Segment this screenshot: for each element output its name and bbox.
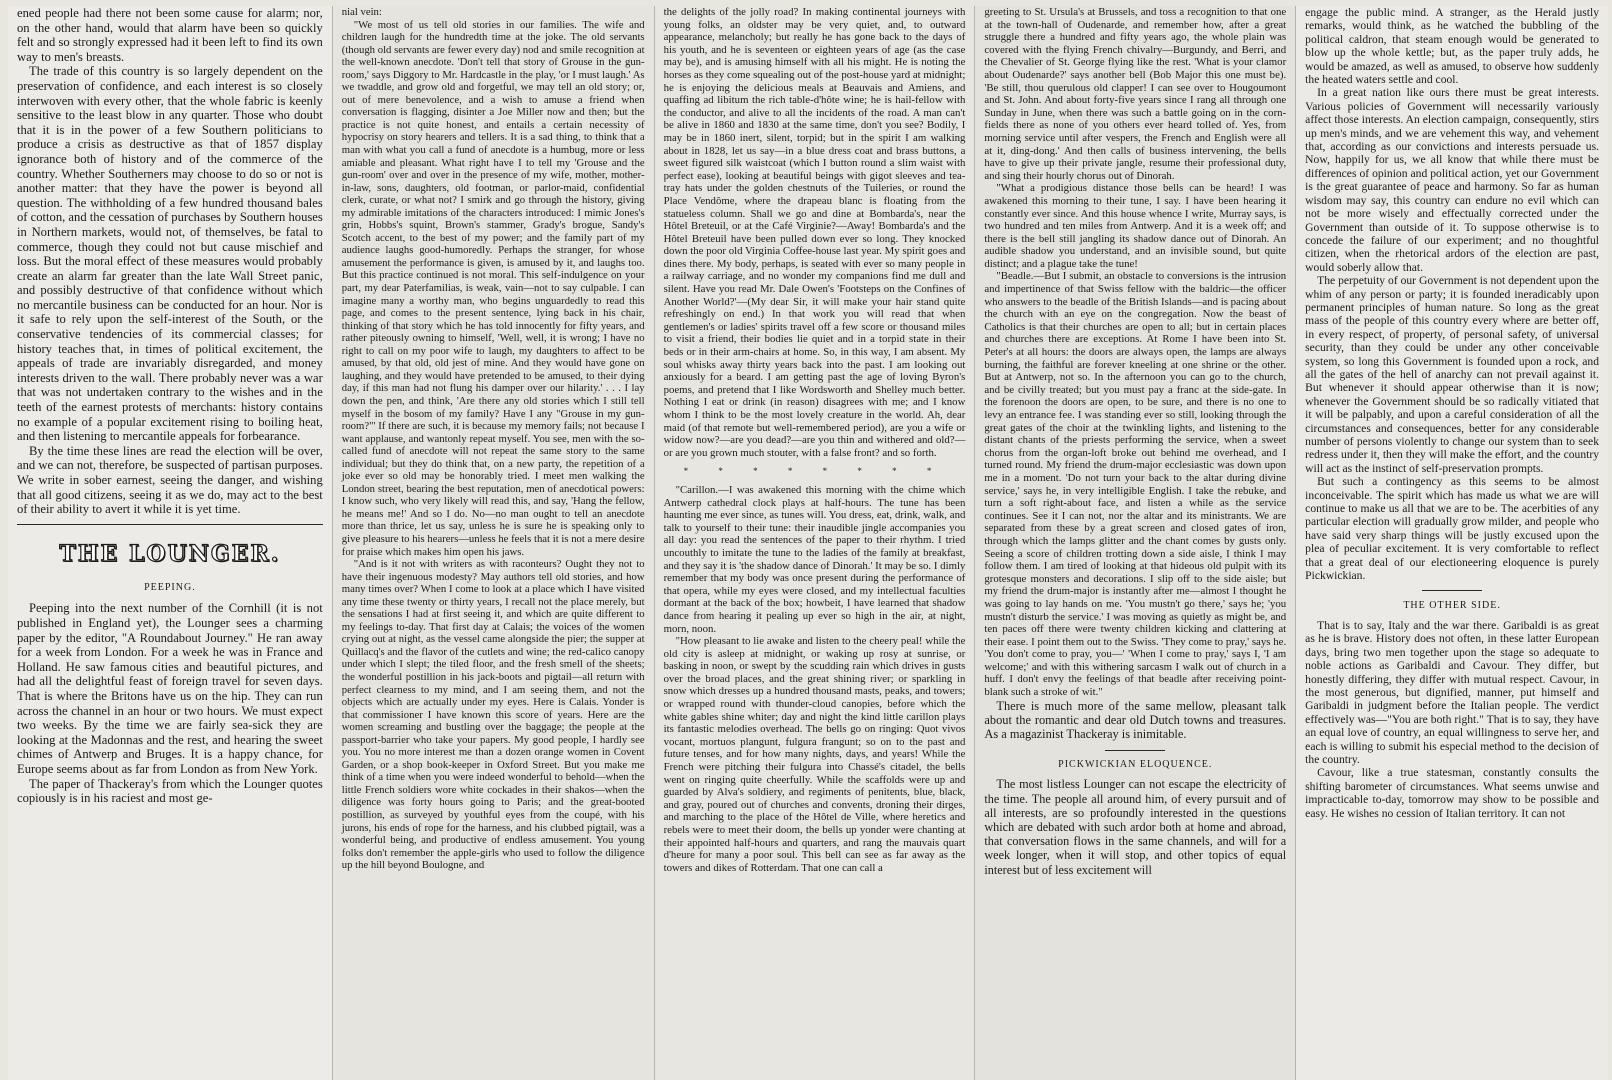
paragraph: the delights of the jolly road? In making continental journeys with young folks, an oldster may be very quiet, and, to outward appearance, melancholy; but really he has gone back to the days of his youth, and he is seventeen or eighteen years of age (as the case may be), and is amusing himself with all his might. He is noting the horses as they come squealing out of the post-house yard at midnight; he is enjoying the delicious meals at Beauvais and Amiens, and quaffing ad libitum the rich table-d'hôte wine; he is hail-fellow with the conductor, and alive to all the incidents of the road. A man can't be alive in 1860 and 1830 at the same time, don't you see? Bodily, I may be in 1860 inert, silent, torpid; but in the spirit I am walking about in 1828, let us say—in a blue dress coat and brass buttons, a sweet figured silk waistcoat (which I button round a slim waist with perfect ease), looking at beautiful beings with gigot sleeves and tea-tray hats under the golden chestnuts of the Tuileries, or round the Place Vendôme, where the drapeau blanc is floating from the statueless column. Shall we go and dine at Bombarda's, near the Hôtel Breteuil, or at the Café Virginie?—Away! Bombarda's and the Hôtel Breteuil have been pulled down ever so long. They knocked down the poor old Virginia Coffee-house last year. My spirit goes and dines there. My body, perhaps, is seated with ever so many people in a railway carriage, and no wonder my companions find me dull and silent. Have you read Mr. Dale Owen's 'Footsteps on the Confines of Another World?'—(My dear Sir, it will make your hair stand quite refreshingly on end.) In that work you will read that when gentlemen's or ladies' spirits travel off a few score or thousand miles to visit a friend, their bodies lie quiet and in a torpid state in their beds or in their arm-chairs at home. So, in this way, I am absent. My soul whisks away thirty years back into the past. I am looking out anxiously for a beard. I am getting past the age of loving Byron's poems, and pretend that I like Wordsworth and Shelley much better. Nothing I eat or drink (in reason) disagrees with me; and I know whom I think to be the most lovely creature in the world. Ah, dear maid (of that remote but well-remembered period), are you a wife or widow now?—are you dead?—are you thin and withered and old?—or are you grown much stouter, with a false front? and so forth. [663,6,966,459]
paragraph: Cavour, like a true statesman, constantly consults the shifting barometer of circumstances. What seems unwise and impracticable to-day, tomorrow may show to be possible and easy. He wishes no cession of Italian territory. It can not [1305,766,1599,820]
paragraph: "What a prodigious distance those bells can be heard! I was awakened this morning to their tune, I say. I have been hearing it constantly ever since. And this house whence I write, Murray says, is two hundred and ten miles from Antwerp. And it is a week off; and there is the bell still jangling its shadow dance out of Dinorah. An audible shadow you understand, and an invisible sound, but quite distinct; and a plague take the tune! [984,182,1287,270]
column-5 [1295,6,1608,1080]
asterism-divider: * * * * * * * * [683,466,946,477]
section-divider [1105,750,1165,751]
paragraph: engage the public mind. A stranger, as the Herald justly remarks, would think, as he watched the bubbling of the political caldron, that steam enough would be generated to blow up the whole kettle; but, as the paper truly adds, he would be amazed, as well as amused, to observe how suddenly the heated waters settle and cool. [1305,6,1599,87]
paragraph: "Beadle.—But I submit, an obstacle to conversions is the intrusion and impertinence of that Swiss fellow with the baldric—the officer who answers to the beadle of the British Islands—and is pacing about the church with an eye on the congregation. Now the beast of Catholics is that their churches are open to all; but in certain places and churches there are exceptions. At Rome I have been into St. Peter's at all hours: the doors are always open, the lamps are always burning, the faithful are forever kneeling at one shrine or the other. But at Antwerp, not so. In the afternoon you can go to the church, and be civilly treated; but you must pay a franc at the side-gate. In the forenoon the doors are open, to be sure, and there is no one to levy an entrance fee. I was standing ever so still, looking through the great gates of the choir at the twinkling lights, and listening to the distant chants of the priests performing the service, when a sweet chorus from the organ-loft broke out behind me overhead, and I turned round. My friend the drum-major ecclesiastic was down upon me in a moment. 'Do not turn your back to the altar during divine service,' says he, in very intelligible English. I take the rebuke, and turn a soft right-about face, and listen a while as the service continues. See it I can not, nor the altar and its ministrants. We are separated from these by a great screen and closed gates of iron, through which the lamps glitter and the chant comes by gusts only. Seeing a score of children trotting down a side aisle, I think I may follow them. I am tired of looking at that hideous old pulpit with its grotesque monsters and decorations. I slip off to the side aisle; but my friend the drum-major is instantly after me—almost I thought he was going to lay hands on me. 'You mustn't go there,' says he; 'you mustn't disturb the service.' I was moving as quietly as might be, and ten paces off there were twenty children kicking and clattering at their ease. I point them out to the Swiss. 'They come to pray,' says he. 'You don't come to pray, you—' 'When I come to pray,' says I, 'I am welcome;' and with this withering sarcasm I walk out of church in a huff. I don't envy the feelings of that beadle after receiving point-blank such a stroke of wit." [984,270,1287,699]
paragraph: That is to say, Italy and the war there. Garibaldi is as great as he is brave. History does not often, in these latter European days, bring two men together upon the stage so adequate to noble actions as Garibaldi and Cavour. They differ, but honestly differing, they differ with mutual respect. Cavour, in the most generous, but dignified, manner, put himself and Garibaldi in judgment before the Italian people. The verdict effectively was—"You are both right." That is to say, they have an equal love of country, an equal willingness to serve her, and each is willing to submit his especial method to the decision of the country. [1305,618,1599,766]
section-divider [17,524,323,525]
column-4 [974,6,1295,1080]
paragraph: The perpetuity of our Government is not dependent upon the whim of any person or party; it is founded ineradicably upon permanent principles of human nature. So long as the great mass of the people of this country every where are better off, in every respect, of property, of personal safety, of universal security, than they could be under any other conceivable system, so long this Government is founded upon a rock, and all the gates of the hell of anarchy can not prevail against it. But whenever it should appear otherwise than it is now; whenever the Government should be so radically vitiated that it will be palpably, and upon a careful consideration of all the circumstances and consequences, better for any considerable number of persons violently to change our system than to seek redress under it, then they will make the effort, and the country will act as the instinct of self-preservation prompts. [1305,274,1599,475]
paragraph: But such a contingency as this seems to be almost inconceivable. The spirit which has made us what we are will continue to make us all that we are to be. The acerbities of any particular election will gradually grow milder, and people who have said very sharp things will be justly excused upon the plea of peculiar excitement. It is very comfortable to reflect that a great deal of our electioneering eloquence is purely Pickwickian. [1305,475,1599,583]
article-heading-peeping: PEEPING. [144,581,196,593]
article-heading-the-other-side: THE OTHER SIDE. [1403,600,1501,612]
lounger-masthead: THE LOUNGER. [59,540,281,567]
paragraph: The paper of Thackeray's from which the Lounger quotes copiously is in his raciest and most ge- [17,776,323,806]
column-2 [332,6,654,1080]
paragraph: In a great nation like ours there must be great interests. Various policies of Government will necessarily variously affect those interests. An election campaign, consequently, stirs up men's minds, and we are vehement this way, and vehement that, according as our convictions and interests persuade us. Now, happily for us, we all know that while there must be differences of opinion and political action, yet our Government is the great guarantee of peace and harmony. So far as human wisdom may say, this country can endure no evil which can not be more wisely and effectually corrected under the Government than outside of it. To suppose otherwise is to concede the failure of our experiment; and no thoughtful citizen, when the rhetorical ardors of the election are past, would soberly allow that. [1305,86,1599,274]
paragraph: "Carillon.—I was awakened this morning with the chime which Antwerp cathedral clock plays at half-hours. The tune has been haunting me ever since, as tunes will. You dress, eat, drink, walk, and talk to yourself to their tune: their inaudible jingle accompanies you all day: you read the sentences of the paper to their rhythm. I tried uncouthly to imitate the tune to the ladies of the family at breakfast, and they say it is 'the shadow dance of Dinorah.' It may be so. I dimly remember that my body was once present during the performance of that opera, while my eyes were closed, and my intellectual faculties dormant at the back of the box; howbeit, I have learned that shadow dance from hearing it pealing up ever so high in the air, at night, morn, noon. [663,483,966,635]
paragraph: The most listless Lounger can not escape the electricity of the time. The people all around him, of every pursuit and of all interests, are so profoundly interested in the questions which are debated with such ardor both at home and abroad, that conversation flows in the same channels, and will for a week longer, when it will stop, and other topics of equal interest but of less excitement will [984,777,1287,877]
paragraph: nial vein: [341,6,382,18]
paragraph: greeting to St. Ursula's at Brussels, and toss a recognition to that one at the town-hall of Oudenarde, and remember how, after a great struggle there a hundred and fifty years ago, the whole plain was covered with the flying French chivalry—Burgundy, and Berri, and the Chevalier of St. George flying like the rest. 'What is your clamor about Oudenarde?' says another bell (Bob Major this one must be). 'Be still, thou querulous old clapper! I can see over to Hougoumont and St. John. And about forty-five years since I rang all through one Sunday in June, when there was such a battle going on in the corn-fields there as none of you others ever heard tolled of. Yes, from morning service until after vespers, the French and English were all at it, ding-dong.' And then calls of business intervening, the bells have to give up their private jangle, resume their professional duty, and sing their hourly chorus out of Dinorah. [984,6,1287,182]
column-1 [8,6,332,1080]
section-divider [1422,590,1482,591]
paragraph: The trade of this country is so largely dependent on the preservation of confidence, and each interest is so closely interwoven with every other, that the whole fabric is keenly sensitive to the least blow in any quarter. Those who doubt that it is in the power of a few Southern politicians to produce a crisis as destructive as that of 1857 display ignorance both of history and of the commerce of the country. Whether Southerners may choose to do so or not is another matter: that they have the power is beyond all question. The withholding of a few hundred thousand bales of cotton, and the cessation of purchases by Southern houses in Northern markets, would not, of themselves, be fatal to commerce, though they could not but cause mischief and loss. But the moral effect of these measures would probably create an alarm far greater than the late Wall Street panic, and possibly destructive of that confidence without which no mercantile business can be conducted for an hour. Nor is it safe to rely upon the self-interest of the South, or the conservative tendencies of its commercial classes; for history teaches that, in times of political excitement, the appeals of trade are invariably disregarded, and money interests driven to the wall. There probably never was a war that was not undertaken contrary to the wishes and in the teeth of the earnest protests of merchants: history contains no example of a popular excitement rising to boiling heat, and then listening to mercantile appeals for forbearance. [17,64,323,444]
paragraph: "And is it not with writers as with raconteurs? Ought they not to have their ingenuous modesty? May authors tell old stories, and how many times over? When I come to look at a place which I have visited any time these twenty or thirty years, I recall not the place merely, but the sensations I had at first seeing it, and which are quite different to my feelings to-day. That first day at Calais; the voices of the women crying out at night, as the vessel came alongside the pier; the supper at Quillacq's and the flavor of the cutlets and wine; the red-calico canopy under which I slept; the tiled floor, and the fresh smell of the sheets; the wonderful postillion in his jack-boots and pigtail—all return with perfect clearness to my mind, and I am seeing them, and not the objects which are actually under my eyes. Here is Calais. Yonder is that commissioner I have known this score of years. Here are the women screaming and bustling over the baggage; the people at the passport-barrier who take your papers. My good people, I hardly see you. You no more interest me than a dozen orange women in Covent Garden, or a shop book-keeper in Oxford Street. But you make me think of a time when you were indeed wonderful to behold—when the little French soldiers wore white cockades in their shakos—when the diligence was forty hours going to Paris; and the great-booted postillion, as surveyed by youthful eyes from the coupé, with his jurons, his ends of rope for the harness, and his clubbed pigtail, was a wonderful being, and productive of endless amusement. You young folks don't remember the apple-girls who used to follow the diligence up the hill beyond Boulogne, and [341,558,645,872]
paragraph: By the time these lines are read the election will be over, and we can not, therefore, be suspected of partisan purposes. We write in sober earnest, seeing the danger, and wishing that all good citizens, seeing it as we do, may act to the best of their ability to avert it while it is yet time. [17,443,323,517]
paragraph: "How pleasant to lie awake and listen to the cheery peal! while the old city is asleep at midnight, or waking up rosy at sunrise, or basking in noon, or swept by the scudding rain which drives in gusts over the broad places, and the great shining river; or sparkling in snow which dresses up a hundred thousand masts, peaks, and towers; or wrapped round with thunder-cloud canopies, before which the white gables shine whiter; day and night the kind little carillon plays its fantastic melodies overhead. The bells go on ringing: Quot vivos vocant, mortuos plangunt, fulgura frangunt; so on to the past and future tenses, and for how many nights, days, and years! While the French were pitching their fulgura into Chassé's citadel, the bells went on ringing quite cheerfully. While the scaffolds were up and guarded by Alva's soldiery, and regiments of penitents, blue, black, and gray, poured out of churches and convents, droning their dirges, and marching to the place of the Hôtel de Ville, where heretics and rebels were to meet their doom, the bells up yonder were chanting at their appointed half-hours and quarters, and rang the mauvais quart d'heure for many a poor soul. This bell can see as far away as the towers and dikes of Rotterdam. That one can call a [663,635,966,874]
paragraph: "We most of us tell old stories in our families. The wife and children laugh for the hundredth time at the joke. The old servants (though old servants are fewer every day) nod and smile recognition at the well-known anecdote. 'Don't tell that story of Grouse in the gun-room,' says Diggory to Mr. Hardcastle in the play, 'or I must laugh.' As we twaddle, and grow old and forgetful, we may tell an old story; or, out of mere benevolence, and a wish to amuse a friend when conversation is flagging, disinter a Joe Miller now and then; but the practice is not quite honest, and entails a certain necessity of hypocrisy on story hearers and tellers. It is a sad thing, to think that a man with what you call a fund of anecdote is a humbug, more or less amiable and pleasant. What right have I to tell my 'Grouse and the gun-room' over and over in the presence of my wife, mother, mother-in-law, sons, daughters, old footman, or parlor-maid, confidential clerk, curate, or what not? I smirk and go through the history, giving my admirable imitations of the characters introduced: I mimic Jones's grin, Hobbs's squint, Brown's stammer, Grady's brogue, Sandy's Scotch accent, to the best of my power; and the family part of my audience laughs good-humoredly. Perhaps the stranger, for whose amusement the performance is given, is amused by it, and laughs too. But this practice continued is not moral. This self-indulgence on your part, my dear Paterfamilias, is weak, vain—not to say culpable. I can imagine many a worthy man, who begins unguardedly to read this page, and comes to the present sentence, lying back in his chair, thinking of that story which he has told innocently for fifty years, and rather piteously owning to himself, 'Well, well, it is wrong; I have no right to call on my poor wife to laugh, my daughters to affect to be amused, by that old, old jest of mine. And they would have gone on laughing, and they would have pretended to be amused, to their dying day, if this man had not flung his damper over our hilarity.' . . . I lay down the pen, and think, 'Are there any old stories which I still tell myself in the bosom of my family? Have I any "Grouse in my gun-room?"' If there are such, it is because my memory fails; not because I want applause, and wantonly repeat myself. You see, men with the so-called fund of anecdote will not repeat the same story to the same individual; but they do think that, on a new party, the repetition of a joke ever so old may be honorably tried. I meet men walking the London street, bearing the best reputation, men of anecdotical powers: I know such, who very likely will read this, and say, 'Hang the fellow, he means me!' And so I do. No—no man ought to tell an anecdote more than thrice, let us say, unless he is sure he is speaking only to give pleasure to his hearers—unless he feels that it is not a mere desire for praise which makes him open his jaws. [341,18,645,558]
column-3 [654,6,975,1080]
paragraph: Peeping into the next number of the Cornhill (it is not published in England yet), the Lounger sees a charming paper by the editor, "A Roundabout Journey." He ran away for a week from London. For a week he was in France and Holland. He saw famous cities and beautiful pictures, and had all the delightful feast of foreign travel for seven days. That is where the Britons have us on the hip. They can run across the channel in an hour or two hours. We must expect two weeks. By the time we are fairly sea-sick they are looking at the Madonnas and the rest, and hearing the sweet chimes of Antwerp and Bruges. It is a happy chance, for Europe seems about as far from London as from New York. [17,601,323,776]
paragraph: There is much more of the same mellow, pleasant talk about the romantic and dear old Dutch towns and treasures. As a magazinist Thackeray is inimitable. [984,698,1287,742]
paragraph: ened people had there not been some cause for alarm; nor, on the other hand, would that alarm have been so quickly felt and so strongly expressed had it been left to find its own way to men's breasts. [17,6,323,64]
article-heading-pickwickian-eloquence: PICKWICKIAN ELOQUENCE. [1058,758,1213,770]
